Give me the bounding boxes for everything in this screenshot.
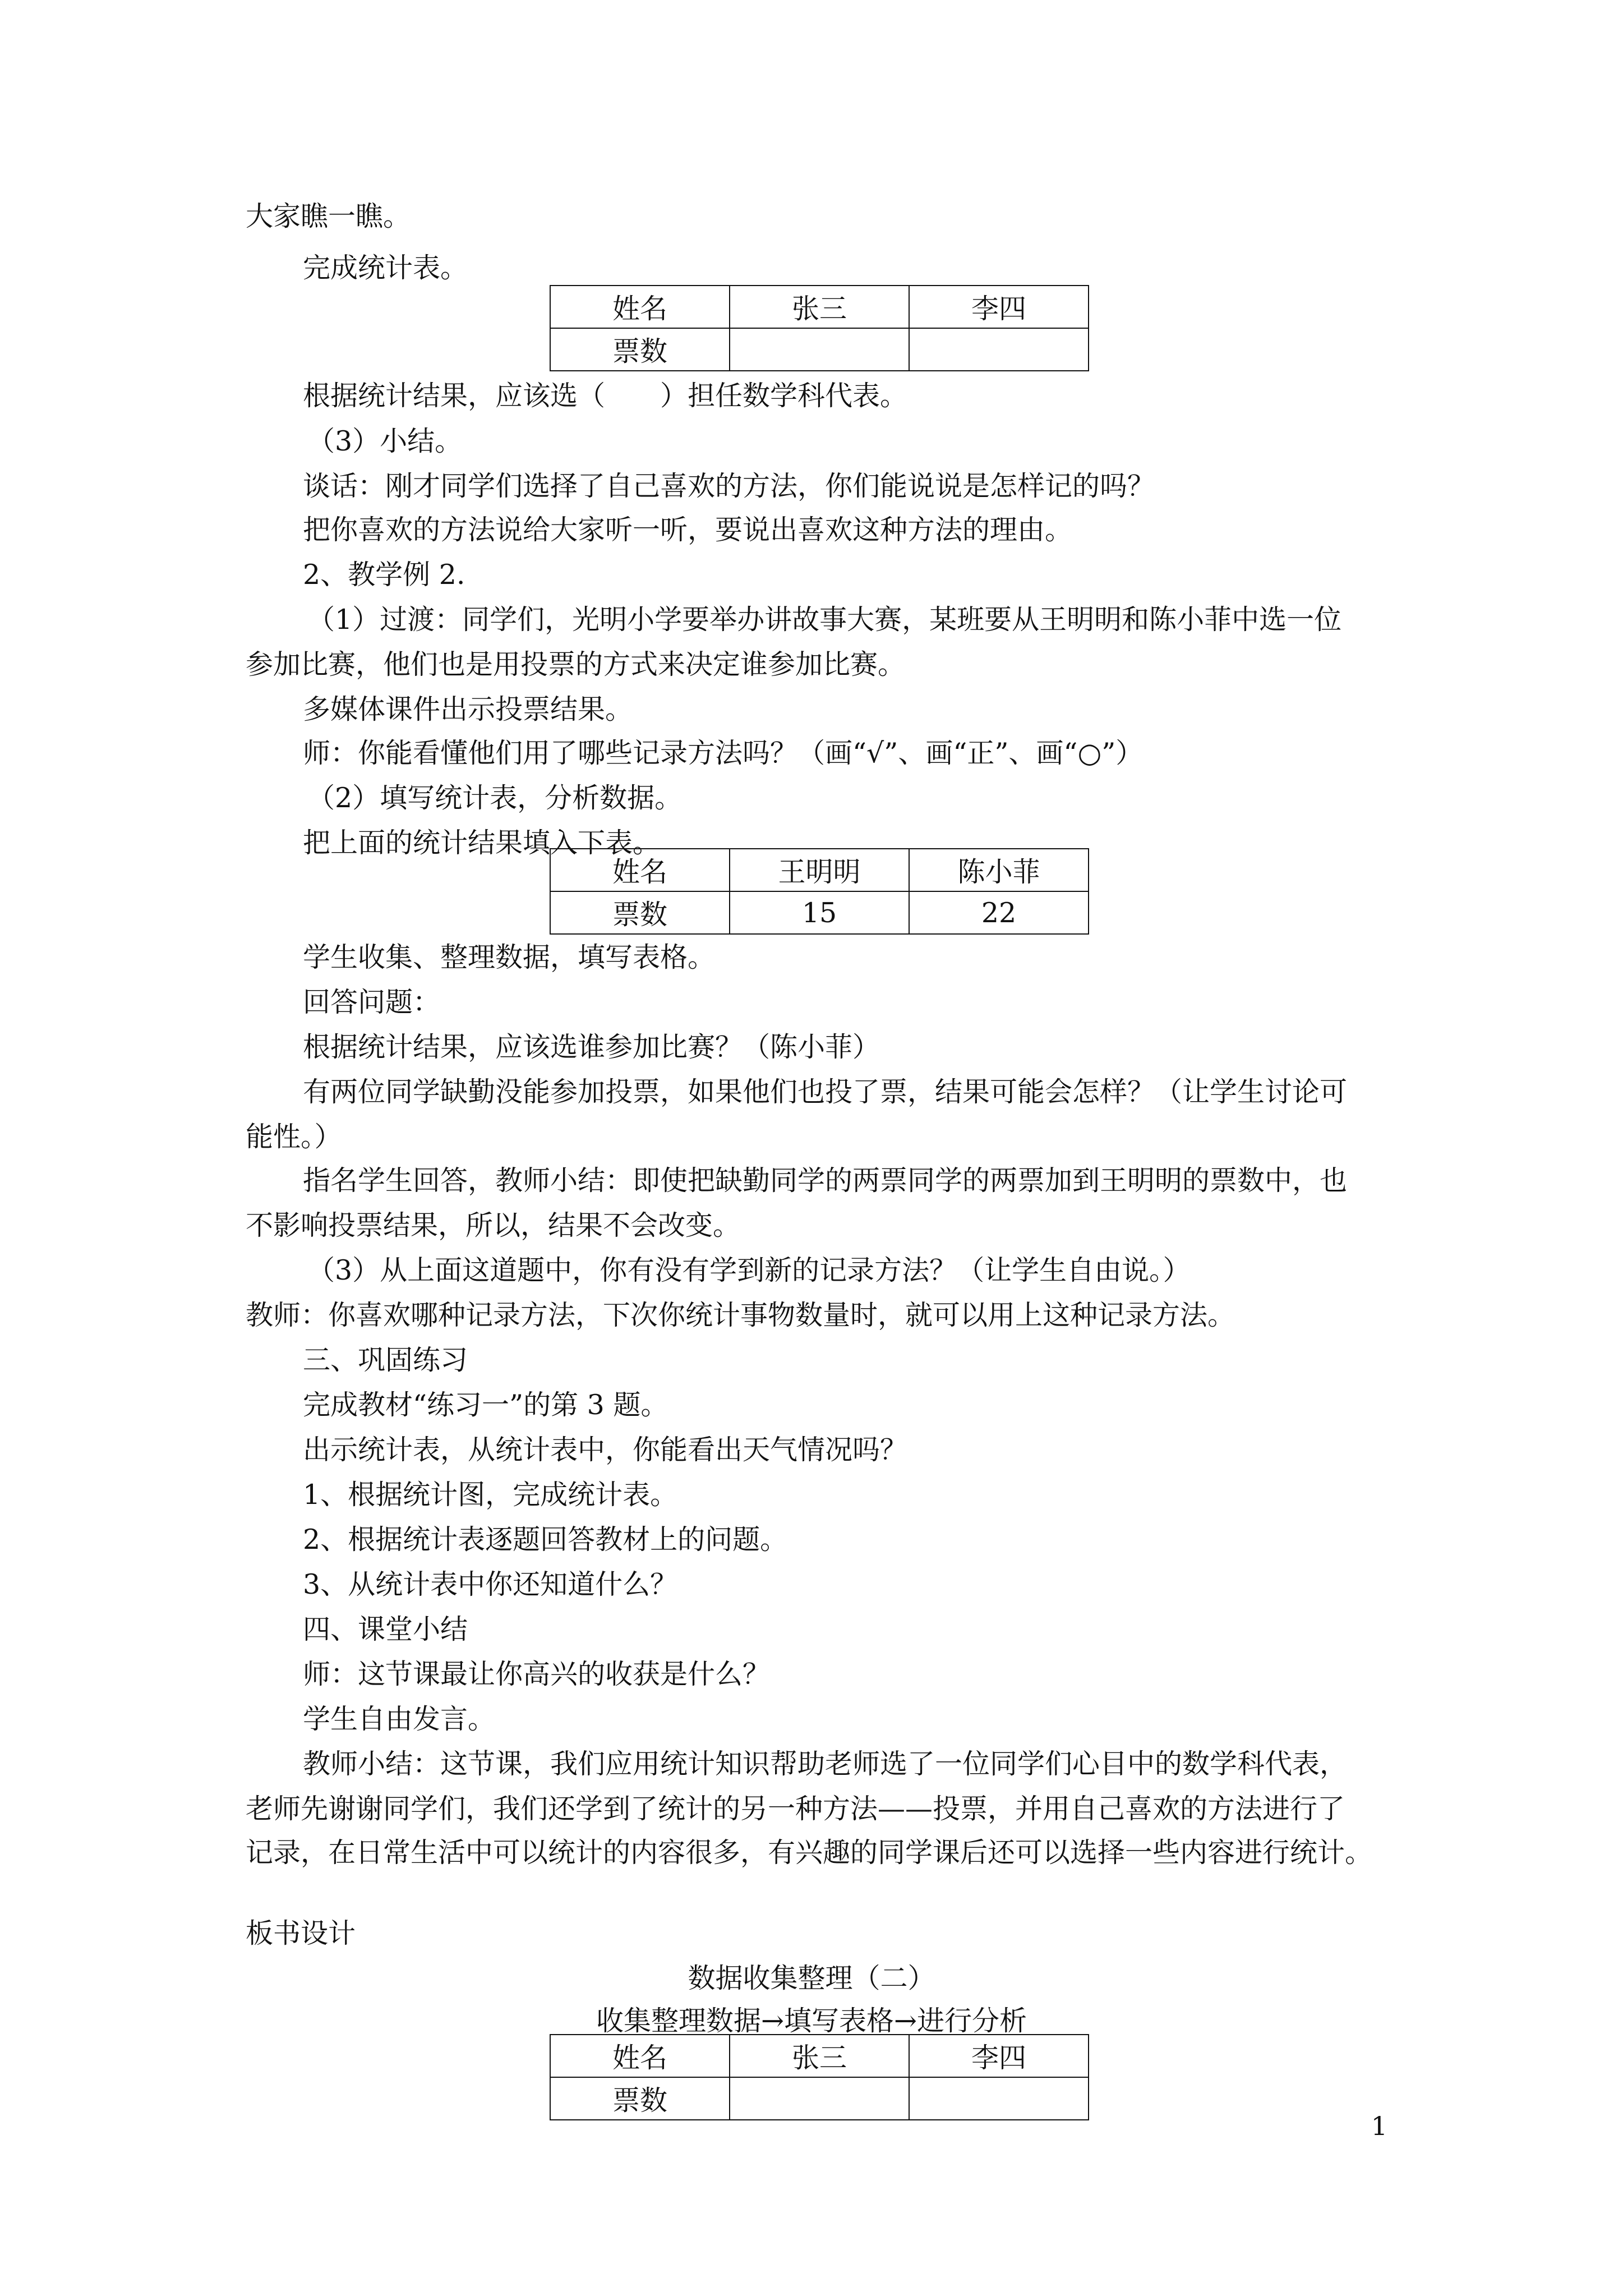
text-line: 根据统计结果，应该选（ ）担任数学科代表。 xyxy=(303,380,908,412)
table-cell: 王明明 xyxy=(730,849,909,891)
text-line: （2）填写统计表，分析数据。 xyxy=(307,782,683,814)
page-number: 1 xyxy=(1371,2111,1387,2141)
table-cell: 票数 xyxy=(550,891,730,934)
text-line: 完成教材“练习一”的第 3 题。 xyxy=(303,1389,668,1421)
table-cell xyxy=(730,2077,909,2120)
text-line: 学生收集、整理数据，填写表格。 xyxy=(303,941,716,973)
text-line: 有两位同学缺勤没能参加投票，如果他们也投了票，结果可能会怎样？（让学生讨论可 xyxy=(303,1076,1348,1108)
text-line: （3）小结。 xyxy=(307,425,463,457)
text-line: 谈话：刚才同学们选择了自己喜欢的方法，你们能说说是怎样记的吗？ xyxy=(303,470,1155,502)
text-line: 完成统计表。 xyxy=(303,252,468,284)
text-line: 回答问题： xyxy=(303,986,441,1018)
table-cell xyxy=(730,328,909,371)
text-line: 学生自由发言。 xyxy=(303,1703,496,1735)
text-line: 2、教学例 2. xyxy=(303,559,465,591)
text-line: 大家瞧一瞧。 xyxy=(246,200,411,232)
text-line: 3、从统计表中你还知道什么？ xyxy=(303,1568,678,1600)
text-line: 四、课堂小结 xyxy=(303,1613,468,1645)
section-heading: 板书设计 xyxy=(246,1917,356,1949)
table-row xyxy=(550,328,1089,371)
text-line: （3）从上面这道题中，你有没有学到新的记录方法？（让学生自由说。） xyxy=(307,1254,1191,1286)
table-row xyxy=(550,891,1089,934)
table-cell: 22 xyxy=(909,891,1089,934)
table-cell: 张三 xyxy=(730,2035,909,2077)
table-cell: 姓名 xyxy=(550,2035,730,2077)
text-line: 能性。） xyxy=(246,1121,342,1153)
table-cell: 姓名 xyxy=(550,286,730,328)
table-cell: 15 xyxy=(730,891,909,934)
board-vote-table xyxy=(550,2034,1089,2120)
table-cell: 票数 xyxy=(550,328,730,371)
text-line: 老师先谢谢同学们，我们还学到了统计的另一种方法——投票，并用自己喜欢的方法进行了 xyxy=(246,1793,1345,1825)
text-line: 把你喜欢的方法说给大家听一听，要说出喜欢这种方法的理由。 xyxy=(303,514,1073,546)
text-line: 根据统计结果，应该选谁参加比赛？（陈小菲） xyxy=(303,1031,880,1063)
table-cell: 李四 xyxy=(909,286,1089,328)
table-row xyxy=(550,2077,1089,2120)
text-line: 记录，在日常生活中可以统计的内容很多，有兴趣的同学课后还可以选择一些内容进行统计。 xyxy=(246,1837,1373,1869)
text-line: （1）过渡：同学们，光明小学要举办讲故事大赛，某班要从王明明和陈小菲中选一位 xyxy=(307,604,1342,636)
vote-table-2 xyxy=(550,848,1089,935)
text-line: 教师小结：这节课，我们应用统计知识帮助老师选了一位同学们心目中的数学科代表， xyxy=(303,1748,1348,1780)
table-cell xyxy=(909,2077,1089,2120)
text-line: 多媒体课件出示投票结果。 xyxy=(303,693,633,725)
board-title: 数据收集整理（二） xyxy=(688,1962,935,1994)
text-line: 师：你能看懂他们用了哪些记录方法吗？（画“√”、画“正”、画“○”） xyxy=(303,737,1144,769)
board-subtitle: 收集整理数据→填写表格→进行分析 xyxy=(596,2005,1027,2037)
text-line: 1、根据统计图，完成统计表。 xyxy=(303,1479,678,1511)
table-cell: 张三 xyxy=(730,286,909,328)
text-line: 师：这节课最让你高兴的收获是什么？ xyxy=(303,1658,771,1690)
table-cell: 票数 xyxy=(550,2077,730,2120)
text-line: 三、巩固练习 xyxy=(303,1344,468,1376)
table-cell xyxy=(909,328,1089,371)
text-line: 指名学生回答，教师小结：即使把缺勤同学的两票同学的两票加到王明明的票数中，也 xyxy=(303,1165,1348,1197)
vote-table-1 xyxy=(550,285,1089,371)
text-line: 把上面的统计结果填入下表。 xyxy=(303,827,661,859)
table-cell: 李四 xyxy=(909,2035,1089,2077)
table-cell: 陈小菲 xyxy=(909,849,1089,891)
text-line: 教师：你喜欢哪种记录方法，下次你统计事物数量时，就可以用上这种记录方法。 xyxy=(246,1299,1235,1331)
table-row xyxy=(550,849,1089,891)
text-line: 参加比赛，他们也是用投票的方式来决定谁参加比赛。 xyxy=(246,648,906,680)
table-row xyxy=(550,286,1089,328)
table-row xyxy=(550,2035,1089,2077)
table-cell: 姓名 xyxy=(550,849,730,891)
text-line: 出示统计表，从统计表中，你能看出天气情况吗？ xyxy=(303,1434,908,1466)
text-line: 不影响投票结果，所以，结果不会改变。 xyxy=(246,1209,741,1241)
text-line: 2、根据统计表逐题回答教材上的问题。 xyxy=(303,1524,788,1556)
